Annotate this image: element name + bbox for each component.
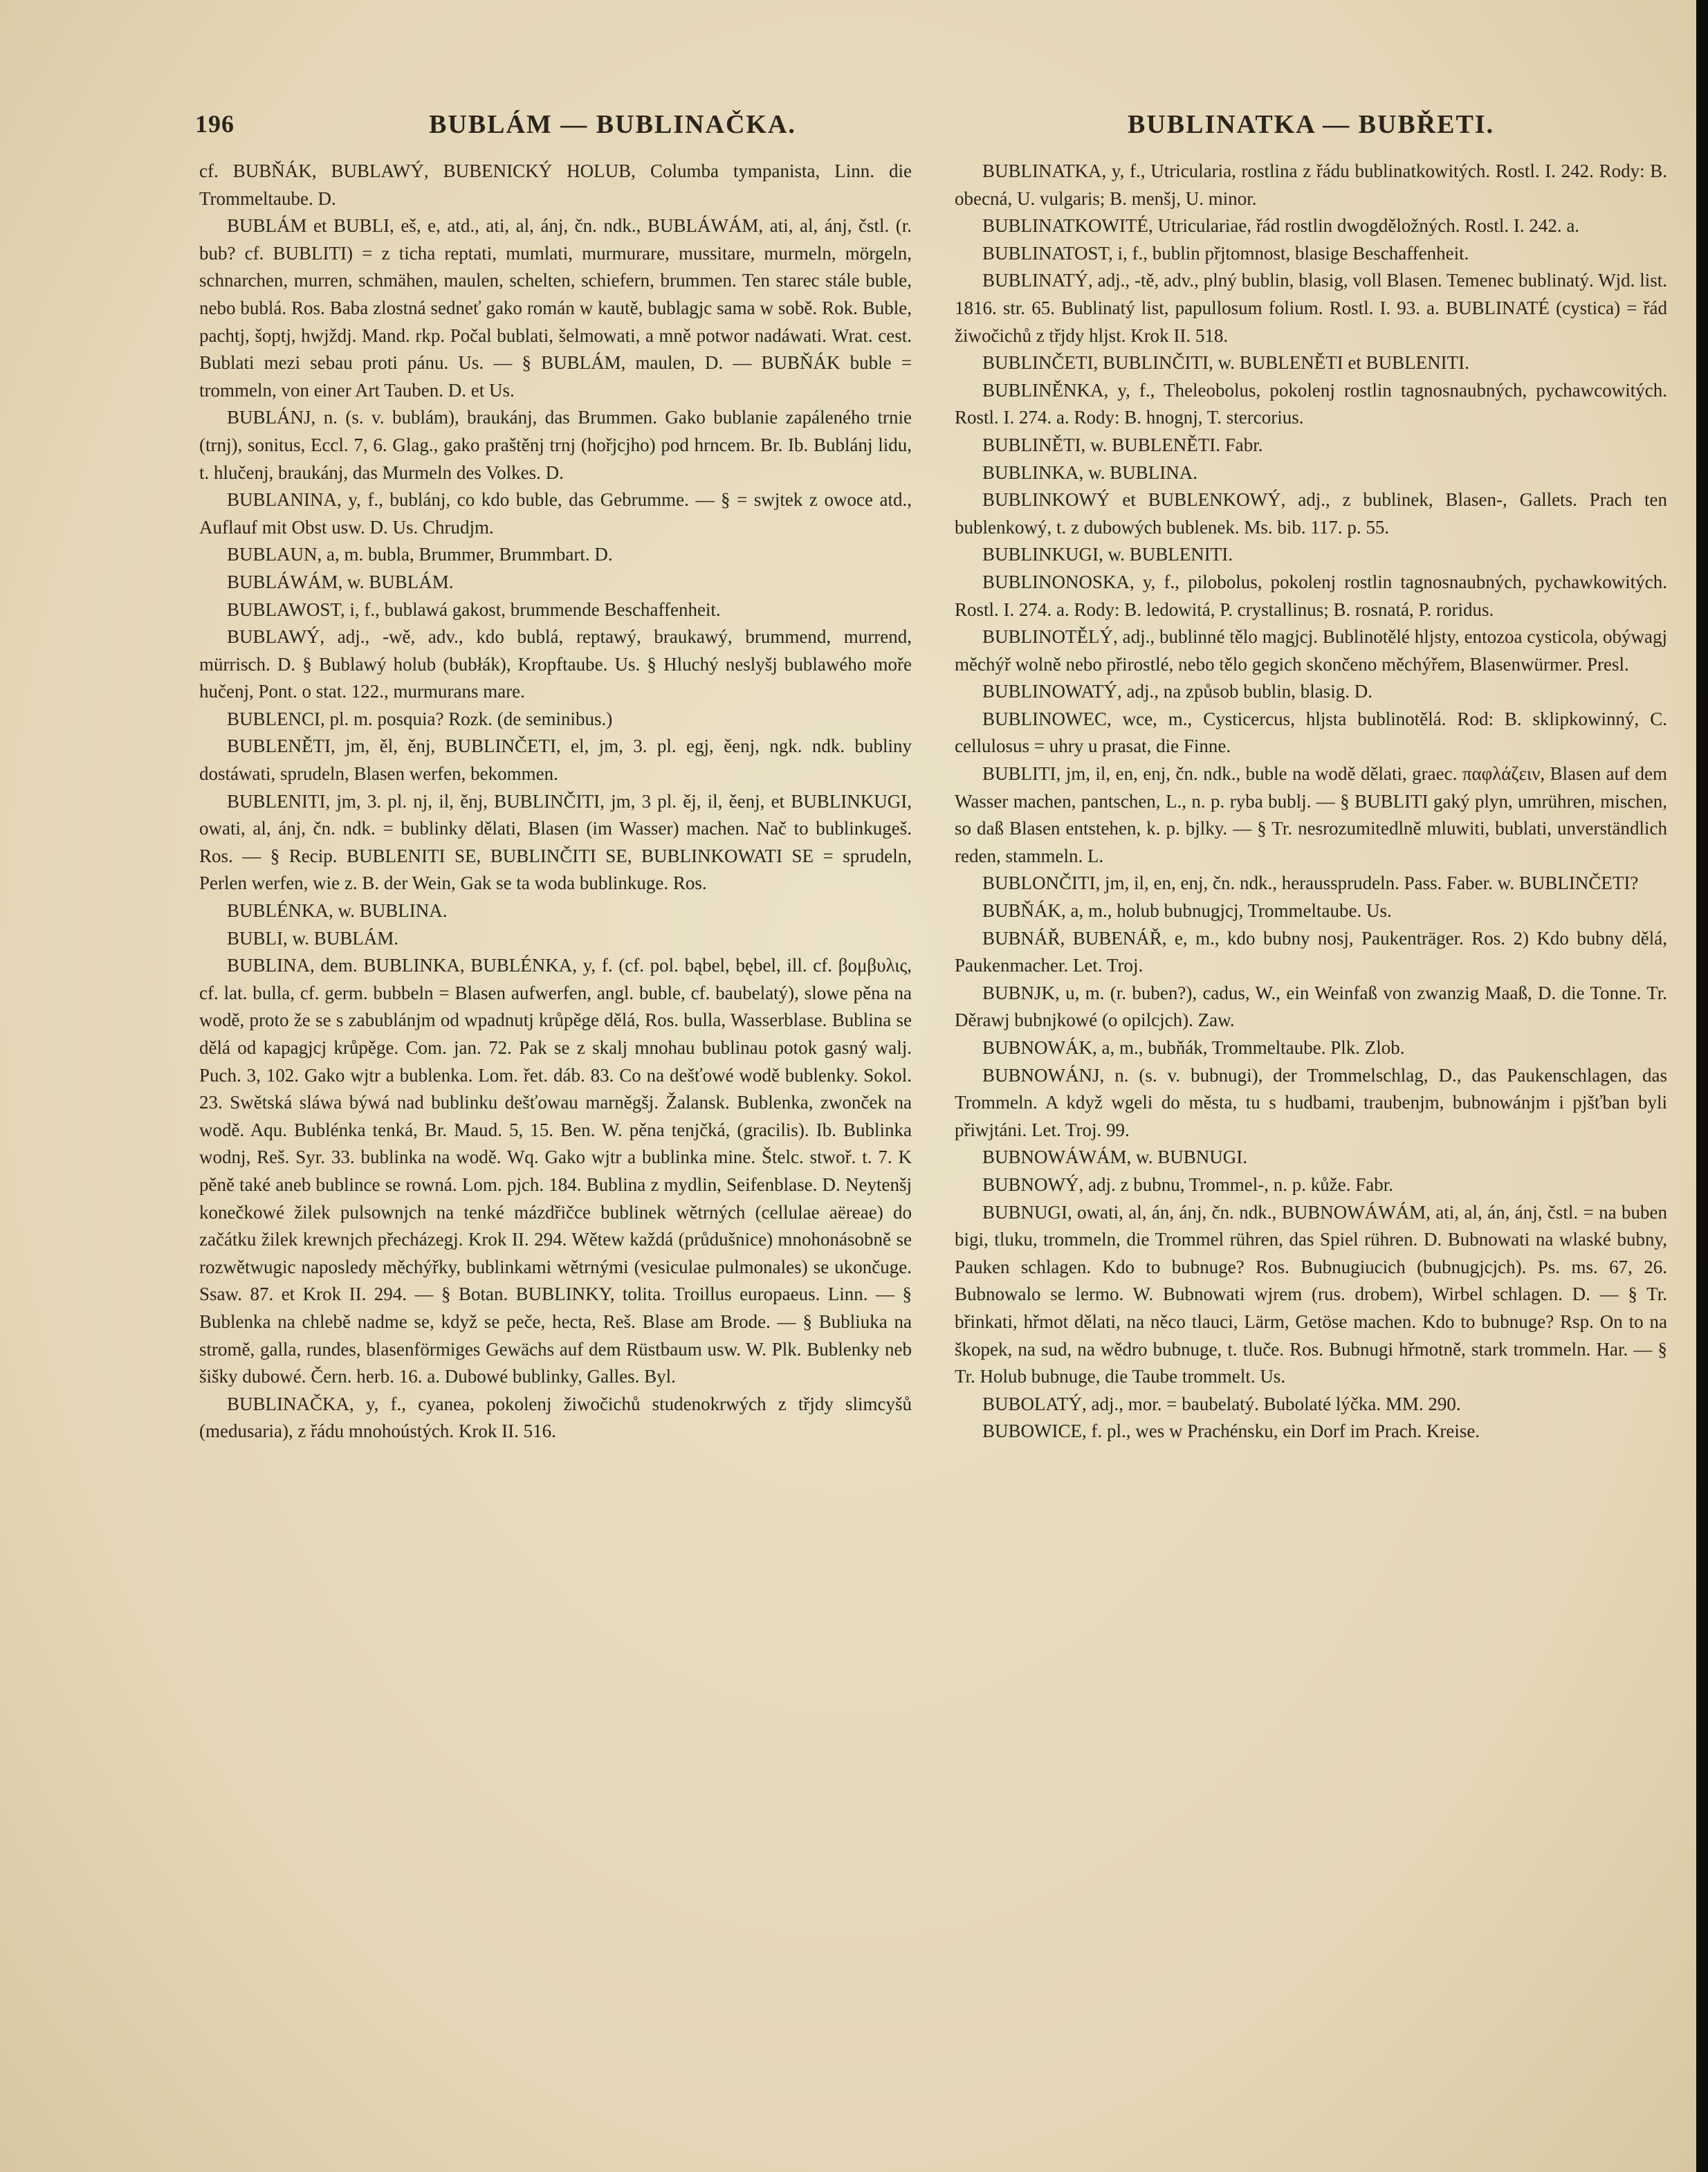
- dictionary-entry: BUBOLATÝ, adj., mor. = baubelatý. Bubolaté lýčka. MM. 290.: [982, 1393, 1461, 1414]
- dictionary-entry: BUBLITI, jm, il, en, enj, čn. ndk., buble na wodě dělati, graec. παφλάζειν, Blasen auf dem Wasser machen, pantschen, L., n. p. ryba bublj. — § BUBLITI gaký plyn, umrühren, mischen, so daß Blasen entstehen, k. p. bjlky. — § Tr. nesrozumitedlně mluwiti, bublati, unverständlich reden, stammeln. L.: [955, 763, 1667, 866]
- dictionary-entry: BUBLINOWATÝ, adj., na způsob bublin, blasig. D.: [982, 681, 1372, 702]
- dictionary-entry: BUBLINOWEC, wce, m., Cysticercus, hljsta bublinotělá. Rod: B. sklipkowinný, C. cellulosus = uhry u prasat, die Finne.: [955, 708, 1667, 757]
- dictionary-entry: BUBLINKUGI, w. BUBLENITI.: [982, 544, 1233, 565]
- dictionary-entry: BUBLÁNJ, n. (s. v. bublám), braukánj, das Brummen. Gako bublanie zapáleného trnie (trnj), sonitus, Eccl. 7, 6. Glag., gako praštěnj trnj (hořjcjho) pod hrncem. Br. Ib. Bublánj lidu, t. hlučenj, braukánj, das Murmeln des Volkes. D.: [199, 407, 912, 483]
- dictionary-entry: BUBLINATKOWITÉ, Utriculariae, řád rostlin dwogděložných. Rostl. I. 242. a.: [982, 215, 1580, 237]
- dictionary-entry: BUBLENITI, jm, 3. pl. nj, il, ěnj, BUBLINČITI, jm, 3 pl. ěj, il, ěenj, et BUBLINKUGI, owati, al, ánj, čn. ndk. = bublinky dělati, Blasen (im Wasser) machen. Nač to bublinkugeš. Ros. — § Recip. BUBLENITI SE, BUBLINČITI SE, BUBLINKOWATI SE = sprudeln, Perlen werfen, wie z. B. der Wein, Gak se ta woda bublinkuge. Ros.: [199, 790, 912, 894]
- dictionary-entry: BUBLINONOSKA, y, f., pilobolus, pokolenj rostlin tagnosnaubných, pychawkowitých. Rostl. I. 274. a. Rody: B. ledowitá, P. crystallinus; B. rosnatá, P. roridus.: [955, 571, 1667, 620]
- right-column: [955, 158, 1667, 1445]
- dictionary-entry: BUBLINĚTI, w. BUBLENĚTI. Fabr.: [982, 434, 1263, 455]
- dictionary-entry: BUBNOWÁWÁM, w. BUBNUGI.: [982, 1147, 1247, 1168]
- dictionary-entry: BUBLENĚTI, jm, ěl, ěnj, BUBLINČETI, el, jm, 3. pl. egj, ěenj, ngk. ndk. bubliny dostáwati, sprudeln, Blasen werfen, bekommen.: [199, 736, 912, 785]
- dictionary-entry: BUBLINKOWÝ et BUBLENKOWÝ, adj., z bublinek, Blasen-, Gallets. Prach ten bublenkowý, t. z dubowých bublenek. Ms. bib. 117. p. 55.: [955, 489, 1667, 538]
- dictionary-entry: BUBNJK, u, m. (r. buben?), cadus, W., ein Weinfaß von zwanzig Maaß, D. die Tonne. Tr. Děrawj bubnjkowé (o opilcjch). Zaw.: [955, 982, 1667, 1031]
- dictionary-entry: BUBOWICE, f. pl., wes w Prachénsku, ein Dorf im Prach. Kreise.: [982, 1421, 1480, 1442]
- dictionary-entry: BUBLÉNKA, w. BUBLINA.: [227, 900, 448, 922]
- dictionary-entry: BUBNOWÁNJ, n. (s. v. bubnugi), der Trommelschlag, D., das Paukenschlagen, das Trommeln. A když wgeli do města, tu s hudbami, traubenjm, bubnowánjm i pjšťban byli přiwjtáni. Let. Troj. 99.: [955, 1064, 1667, 1140]
- dictionary-entry: BUBLÁM et BUBLI, eš, e, atd., ati, al, ánj, čn. ndk., BUBLÁWÁM, ati, al, ánj, čstl. (r. bub? cf. BUBLITI) = z ticha reptati, mumlati, murmurare, mussitare, murmeln, mörgeln, schnarchen, murren, schmähen, maulen, schelten, schiefern, brummen. Ten starec stále buble, nebo bublá. Ros. Baba zlostná sedneť gako román w kautě, bublagjc sama w sobě. Rok. Buble, pachtj, šoptj, hwjždj. Mand. rkp. Počal bublati, šelmowati, a mně potwor nadáwati. Wrat. cest. Bublati mezi sebau proti pánu. Us. — § BUBLÁM, maulen, D. — BUBŇÁK buble = trommeln, von einer Art Tauben. D. et Us.: [199, 215, 912, 401]
- dictionary-entry: BUBLINOTĚLÝ, adj., bublinné tělo magjcj. Bublinotělé hljsty, entozoa cysticola, obýwagj měchýř wolně nebo přirostlé, nebo tělo gegich skončeno měchýřem, Blasenwürmer. Presl.: [955, 626, 1667, 675]
- dictionary-entry: BUBLAWOST, i, f., bublawá gakost, brummende Beschaffenheit.: [227, 599, 721, 620]
- dictionary-entry: cf. BUBŇÁK, BUBLAWÝ, BUBENICKÝ HOLUB, Columba tympanista, Linn. die Trommeltaube. D.: [199, 161, 912, 209]
- scan-edge: [1696, 0, 1708, 2172]
- left-column: [199, 158, 912, 1445]
- dictionary-entry: BUBLINČETI, BUBLINČITI, w. BUBLENĚTI et BUBLENITI.: [982, 352, 1469, 374]
- dictionary-entry: BUBLINATOST, i, f., bublin přjtomnost, blasige Beschaffenheit.: [982, 242, 1469, 264]
- dictionary-entry: BUBLINĚNKA, y, f., Theleobolus, pokolenj rostlin tagnosnaubných, pychawcowitých. Rostl. I. 274. a. Rody: B. hnognj, T. stercorius.: [955, 379, 1667, 428]
- dictionary-entry: BUBLINATÝ, adj., -tě, adv., plný bublin, blasig, voll Blasen. Temenec bublinatý. Wjd. list. 1816. str. 65. Bublinatý list, papullosum folium. Rostl. I. 93. a. BUBLINATÉ (cystica) = řád žiwočichů z třjdy hljst. Krok II. 518.: [955, 270, 1667, 346]
- left-running-head: BUBLÁM — BUBLINAČKA.: [429, 110, 796, 139]
- page-number: 196: [195, 110, 235, 138]
- dictionary-entry: BUBŇÁK, a, m., holub bubnugjcj, Trommeltaube. Us.: [982, 900, 1392, 922]
- dictionary-entry: BUBNÁŘ, BUBENÁŘ, e, m., kdo bubny nosj, Paukenträger. Ros. 2) Kdo bubny dělá, Paukenmacher. Let. Troj.: [955, 927, 1667, 976]
- dictionary-entry: BUBLANINA, y, f., bublánj, co kdo buble, das Gebrumme. — § = swjtek z owoce atd., Auflauf mit Obst usw. D. Us. Chrudjm.: [199, 489, 912, 538]
- running-head: [0, 109, 1696, 144]
- dictionary-entry: BUBLAWÝ, adj., -wě, adv., kdo bublá, reptawý, braukawý, brummend, murrend, mürrisch. D. § Bublawý holub (bubłák), Kropftaube. Us. § Hluchý neslyšj bublawého moře hučenj, Pont. o stat. 122., murmurans mare.: [199, 626, 912, 702]
- dictionary-entry: BUBLINKA, w. BUBLINA.: [982, 462, 1197, 483]
- dictionary-entry: BUBLI, w. BUBLÁM.: [227, 927, 399, 949]
- dictionary-entry: BUBLAUN, a, m. bubla, Brummer, Brummbart. D.: [227, 544, 613, 565]
- dictionary-entry: BUBLONČITI, jm, il, en, enj, čn. ndk., heraussprudeln. Pass. Faber. w. BUBLINČETI?: [982, 873, 1639, 894]
- right-running-head: BUBLINATKA — BUBŘETI.: [1128, 110, 1495, 139]
- dictionary-entry: BUBNUGI, owati, al, án, ánj, čn. ndk., BUBNOWÁWÁM, ati, al, án, ánj, čstl. = na buben bigi, tluku, trommeln, die Trommel rühren, das Spiel rühren. D. Bubnowati na wlaské bubny, Pauken schlagen. Kdo to bubnuge? Ros. Bubnugiucich (bubnugjcjch). Ps. ms. 67, 26. Bubnowalo se lermo. W. Bubnowati wjrem (rus. drobem), Wirbel schlagen. D. — § Tr. břinkati, hřmot dělati, na něco tlauci, Lärm, Getöse machen. Kdo to bubnuge? Rsp. On to na škopek, na sud, na wědro bubnuge, t. tluče. Ros. Bubnugi hřmotně, stark trommeln. Har. — § Tr. Holub bubnuge, die Taube trommelt. Us.: [955, 1201, 1667, 1387]
- dictionary-entry: BUBLINAČKA, y, f., cyanea, pokolenj žiwočichů studenokrwých z třjdy slimcyšů (medusaria), z řádu mnohoústých. Krok II. 516.: [199, 1393, 912, 1442]
- dictionary-entry: BUBLINA, dem. BUBLINKA, BUBLÉNKA, y, f. (cf. pol. bąbel, bębel, ill. cf. βομβυλις, cf. lat. bulla, cf. germ. bubbeln = Blasen aufwerfen, angl. buble, cf. baubelatý), slowe pěna na wodě, proto že se s zabublánjm od wpadnutj krůpěge dělá, Ros. bulla, Wasserblase. Bublina se dělá od kapagjcj krůpěge. Com. jan. 72. Pak se z skalj mnohau bublinau potok gasný walj. Puch. 3, 102. Gako wjtr a bublenka. Lom. řet. dáb. 83. Co na dešťowé wodě bublenky. Sokol. 23. Swětská sláwa býwá nad bublinku dešťowau marněgšj. Žalansk. Bublenka, zwonček na wodě. Aqu. Bublénka tenká, Br. Maud. 5, 15. Ben. W. pěna tenjčká, (gracilis). Ib. Bublinka wodnj, Reš. Syr. 33. bublinka na wodě. Wq. Gako wjtr a bublinka mine. Štelc. stwoř. t. 7. K pěně také aneb bublince se rowná. Lom. pjch. 184. Bublina z mydlin, Seifenblase. D. Neytenšj konečkowé žilek pulsownjch na tenké mázdřičce bublinek wětrných (cellulae aëreae) do začátku žilek krewnjch přecházegj. Krok II. 294. Wětew každá (průdušnice) mnohonásobně se rozwětwugic naposledy měchýřky, bublinkami wětrnými (vesiculae pulmonales) se ukončuge. Ssaw. 87. et Krok II. 294. — § Botan. BUBLINKY, tolita. Troillus europaeus. Linn. — § Bublenka na chlebě nadme se, když se peče, hecta, Reš. Blase am Brode. — § Bubliuka na stromě, galla, rundes, blasenförmiges Gewächs auf dem Rüstbaum usw. W. Plk. Bublenky neb šišky dubowé. Čern. herb. 16. a. Dubowé bublinky, Galles. Byl.: [199, 955, 912, 1387]
- dictionary-entry: BUBNOWÝ, adj. z bubnu, Trommel-, n. p. kůže. Fabr.: [982, 1174, 1393, 1195]
- dictionary-entry: BUBLINATKA, y, f., Utricularia, rostlina z řádu bublinatkowitých. Rostl. I. 242. Rody: B. obecná, U. vulgaris; B. menšj, U. minor.: [955, 161, 1667, 209]
- dictionary-entry: BUBLÁWÁM, w. BUBLÁM.: [227, 571, 454, 592]
- dictionary-entry: BUBLENCI, pl. m. posquia? Rozk. (de seminibus.): [227, 708, 613, 729]
- dictionary-entry: BUBNOWÁK, a, m., bubňák, Trommeltaube. Plk. Zlob.: [982, 1037, 1405, 1058]
